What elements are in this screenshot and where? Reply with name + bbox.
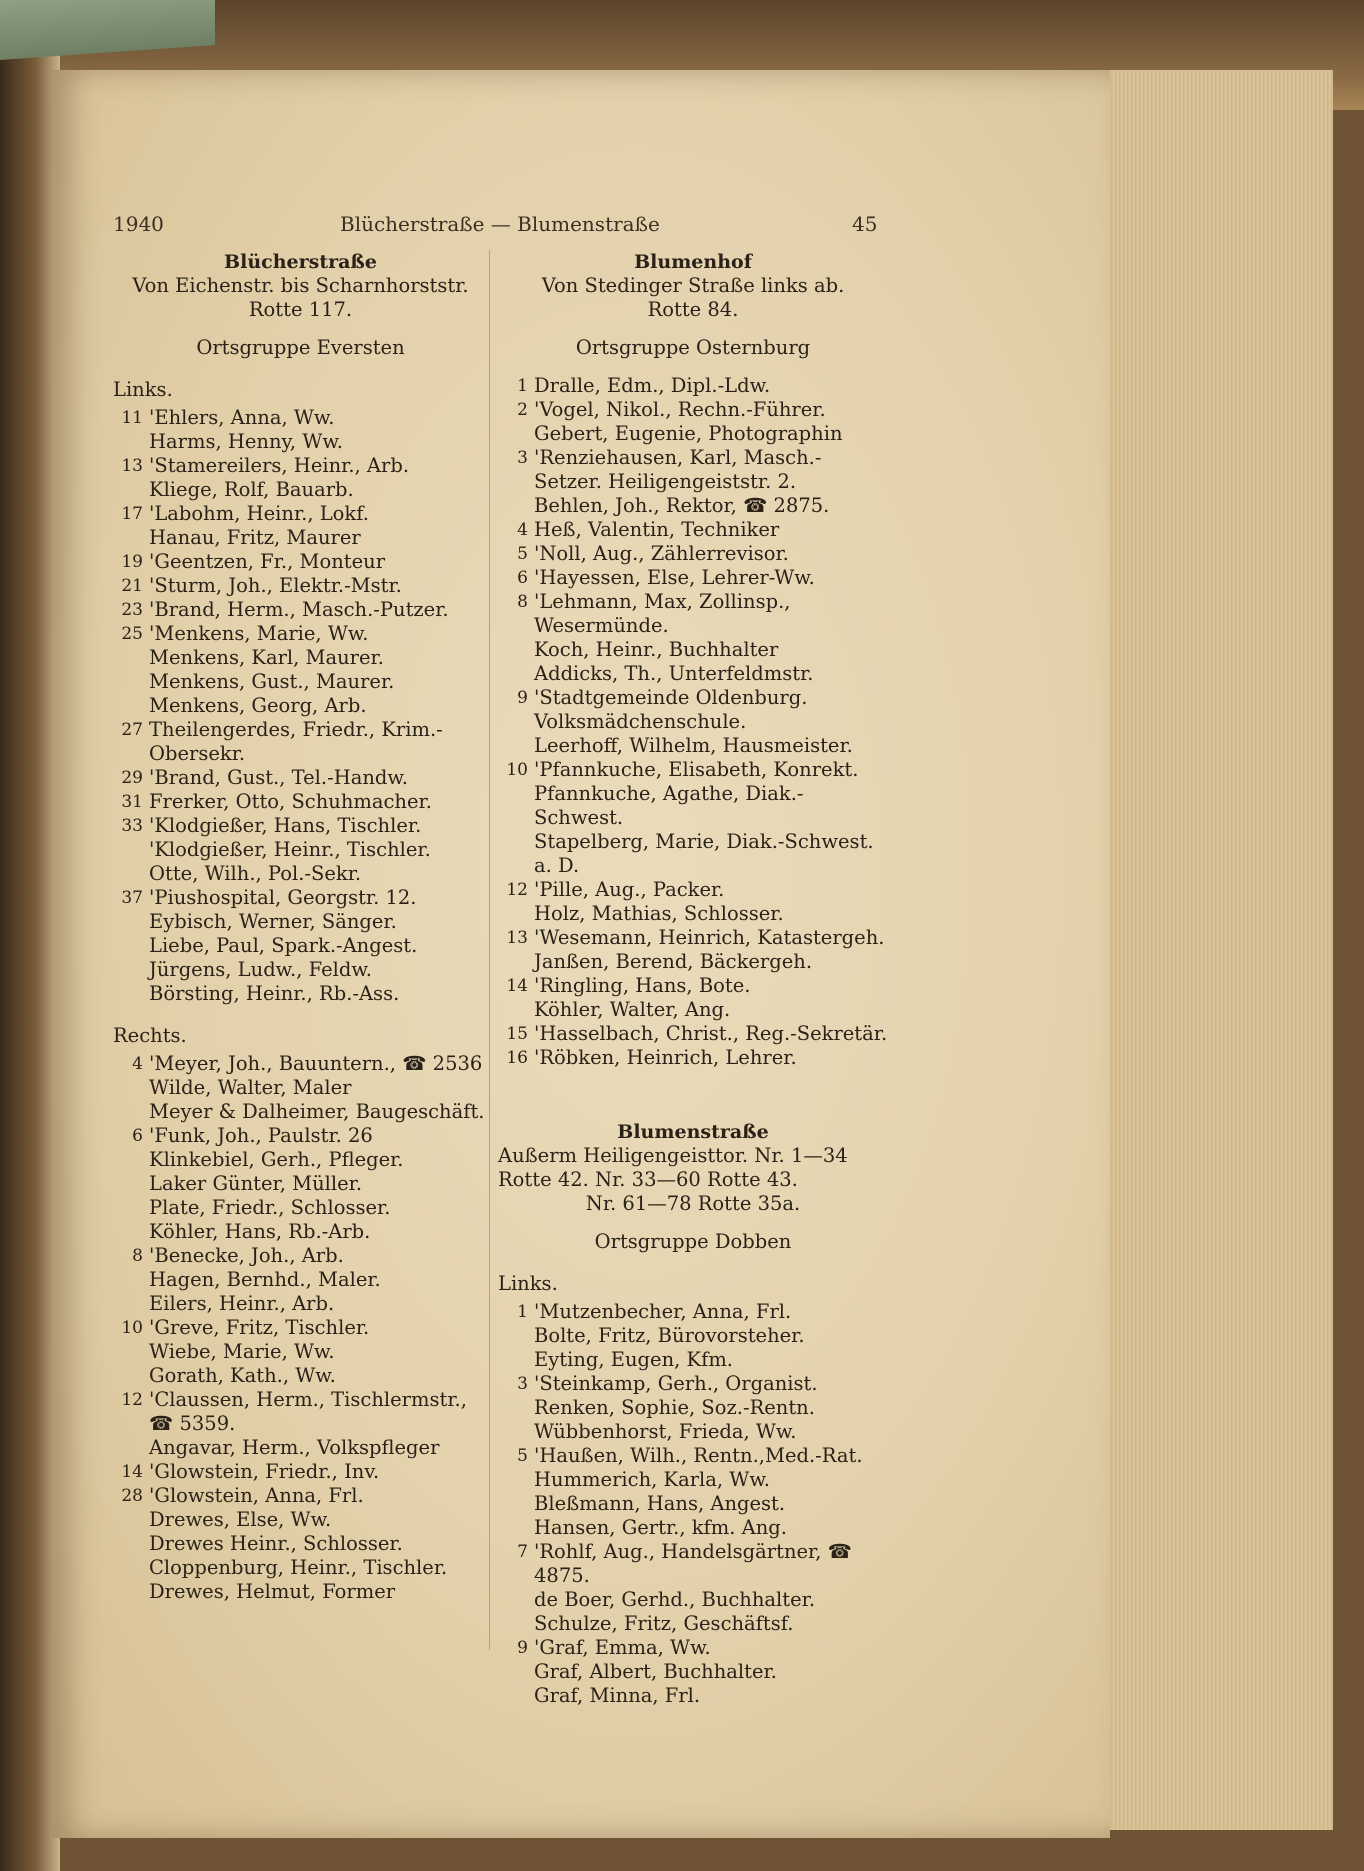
house-number: 2 <box>517 400 528 420</box>
resident-entry: 'Renziehausen, Karl, Masch.-Setzer. Heiligengeiststr. 2. <box>534 446 822 493</box>
resident-entry: Renken, Sophie, Soz.-Rentn. <box>534 1396 815 1419</box>
resident-entry: Menkens, Karl, Maurer. <box>149 646 384 669</box>
house-number: 19 <box>121 552 143 572</box>
house-number <box>498 1468 534 1492</box>
resident-entry: 'Hasselbach, Christ., Reg.-Sekretär. <box>534 1022 888 1045</box>
house-number <box>498 830 534 878</box>
resident-entry: Drewes Heinr., Schlosser. <box>149 1532 403 1555</box>
list-item <box>113 1148 488 1172</box>
house-number <box>113 1292 149 1316</box>
house-number: 12 <box>121 1390 143 1410</box>
street-rotte: Rotte 84. <box>647 298 739 321</box>
house-number <box>498 1324 534 1348</box>
resident-entry: Stapelberg, Marie, Diak.-Schwest. a. D. <box>534 830 874 877</box>
resident-entry: Eyting, Eugen, Kfm. <box>534 1348 734 1371</box>
list-item <box>498 1588 888 1612</box>
resident-entry: Laker Günter, Müller. <box>149 1172 363 1195</box>
street-route: Von Stedinger Straße links ab. <box>541 274 845 297</box>
house-number: 8 <box>517 592 528 612</box>
list-item <box>498 494 888 518</box>
list-item <box>113 502 488 526</box>
resident-entry: 'Stamereilers, Heinr., Arb. <box>149 454 410 477</box>
list-item <box>498 974 888 998</box>
resident-entry: 'Brand, Gust., Tel.-Handw. <box>149 766 408 789</box>
house-number <box>498 1516 534 1540</box>
house-number <box>113 694 149 718</box>
list-item <box>113 430 488 454</box>
house-number <box>498 998 534 1022</box>
list-item <box>498 542 888 566</box>
house-number: 25 <box>121 624 143 644</box>
list-item <box>113 1292 488 1316</box>
book-spine <box>0 40 60 1871</box>
list-item <box>113 1532 488 1556</box>
list-item <box>498 686 888 734</box>
house-number: 33 <box>121 816 143 836</box>
house-number <box>113 982 149 1006</box>
resident-entry: Jürgens, Ludw., Feldw. <box>149 958 372 981</box>
list-item <box>113 790 488 814</box>
running-title: Blücherstraße — Blumenstraße <box>340 212 660 236</box>
resident-entry: Holz, Mathias, Schlosser. <box>534 902 784 925</box>
list-item <box>113 1220 488 1244</box>
list-item <box>113 718 488 766</box>
house-number <box>113 1340 149 1364</box>
house-number <box>498 902 534 926</box>
house-number <box>113 526 149 550</box>
house-number <box>498 1684 534 1708</box>
list-item <box>113 646 488 670</box>
resident-entry: Wilde, Walter, Maler <box>149 1076 352 1099</box>
list-item <box>113 814 488 838</box>
resident-entry: Börsting, Heinr., Rb.-Ass. <box>149 982 400 1005</box>
resident-entry: Eybisch, Werner, Sänger. <box>149 910 397 933</box>
resident-entry: 'Noll, Aug., Zählerrevisor. <box>534 542 789 565</box>
resident-entry: Leerhoff, Wilhelm, Hausmeister. <box>534 734 853 757</box>
house-number: 13 <box>121 456 143 476</box>
list-item <box>498 734 888 758</box>
list-item <box>113 1580 488 1604</box>
house-number: 8 <box>132 1246 143 1266</box>
resident-entry: Theilengerdes, Friedr., Krim.-Obersekr. <box>149 718 443 765</box>
house-number <box>498 734 534 758</box>
side-label-links: Links. <box>113 378 173 401</box>
column-divider <box>489 250 490 1650</box>
list-item <box>498 1022 888 1046</box>
resident-entry: 'Glowstein, Anna, Frl. <box>149 1484 364 1507</box>
list-item <box>113 1244 488 1268</box>
list-item <box>498 1046 888 1070</box>
list-item <box>498 422 888 446</box>
list-item <box>498 1420 888 1444</box>
house-number <box>113 1268 149 1292</box>
list-item <box>498 1396 888 1420</box>
house-number <box>498 950 534 974</box>
left-column <box>113 250 488 1604</box>
resident-entry: Klinkebiel, Gerh., Pfleger. <box>149 1148 404 1171</box>
list-item <box>113 1556 488 1580</box>
list-item <box>498 1372 888 1396</box>
house-number <box>113 1508 149 1532</box>
resident-entry: 'Rohlf, Aug., Handelsgärtner, ☎ 4875. <box>534 1540 852 1587</box>
resident-entry: Drewes, Else, Ww. <box>149 1508 332 1531</box>
resident-entry: Dralle, Edm., Dipl.-Ldw. <box>534 374 771 397</box>
house-number: 5 <box>517 1446 528 1466</box>
street-route: Außerm Heiligengeisttor. Nr. 1—34 Rotte 42. Nr. 33—60 Rotte 43. <box>498 1144 848 1191</box>
house-number: 12 <box>506 880 528 900</box>
resident-entry: 'Greve, Fritz, Tischler. <box>149 1316 370 1339</box>
resident-entry: Bleßmann, Hans, Angest. <box>534 1492 786 1515</box>
house-number <box>498 494 534 518</box>
resident-entry: Cloppenburg, Heinr., Tischler. <box>149 1556 448 1579</box>
resident-entry: 'Ehlers, Anna, Ww. <box>149 406 335 429</box>
house-number <box>113 1148 149 1172</box>
resident-list <box>498 374 888 1070</box>
list-item <box>113 1436 488 1460</box>
list-item <box>113 1124 488 1148</box>
resident-entry: Janßen, Berend, Bäckergeh. <box>534 950 813 973</box>
list-item <box>113 910 488 934</box>
house-number <box>113 430 149 454</box>
list-item <box>498 1444 888 1468</box>
house-number: 9 <box>517 1638 528 1658</box>
resident-entry: Wiebe, Marie, Ww. <box>149 1340 335 1363</box>
house-number <box>113 1556 149 1580</box>
house-number: 10 <box>121 1318 143 1338</box>
list-item <box>498 1348 888 1372</box>
street-title: Blumenstraße <box>617 1121 769 1143</box>
resident-entry: Heß, Valentin, Techniker <box>534 518 780 541</box>
resident-entry: 'Sturm, Joh., Elektr.-Mstr. <box>149 574 402 597</box>
house-number: 3 <box>517 1374 528 1394</box>
list-item <box>113 1100 488 1124</box>
resident-entry: 'Glowstein, Friedr., Inv. <box>149 1460 380 1483</box>
resident-entry: 'Piushospital, Georgstr. 12. <box>149 886 417 909</box>
house-number: 15 <box>506 1024 528 1044</box>
list-item <box>113 1460 488 1484</box>
list-item <box>113 838 488 862</box>
list-item <box>113 862 488 886</box>
resident-entry: 'Lehmann, Max, Zollinsp., Wesermünde. <box>534 590 791 637</box>
house-number <box>113 646 149 670</box>
house-number <box>498 782 534 830</box>
right-column <box>498 250 888 1708</box>
house-number <box>498 662 534 686</box>
list-item <box>113 934 488 958</box>
house-number: 11 <box>121 408 143 428</box>
page-year: 1940 <box>113 212 164 236</box>
resident-entry: Köhler, Walter, Ang. <box>534 998 731 1021</box>
house-number <box>113 478 149 502</box>
list-item <box>498 1684 888 1708</box>
house-number <box>113 670 149 694</box>
resident-entry: Menkens, Gust., Maurer. <box>149 670 395 693</box>
resident-entry: 'Ringling, Hans, Bote. <box>534 974 751 997</box>
resident-entry: 'Brand, Herm., Masch.-Putzer. <box>149 598 449 621</box>
house-number: 16 <box>506 1048 528 1068</box>
ortsgruppe: Ortsgruppe Osternburg <box>575 336 811 359</box>
list-item <box>113 478 488 502</box>
house-number <box>113 1076 149 1100</box>
resident-entry: Frerker, Otto, Schuhmacher. <box>149 790 432 813</box>
resident-entry: 'Menkens, Marie, Ww. <box>149 622 369 645</box>
resident-entry: 'Wesemann, Heinrich, Katastergeh. <box>534 926 885 949</box>
list-item <box>113 982 488 1006</box>
list-item <box>113 1076 488 1100</box>
list-item <box>113 670 488 694</box>
house-number <box>113 1532 149 1556</box>
resident-entry: Hagen, Bernhd., Maler. <box>149 1268 381 1291</box>
resident-entry: Koch, Heinr., Buchhalter <box>534 638 779 661</box>
page-number: 45 <box>852 212 878 236</box>
resident-entry: Drewes, Helmut, Former <box>149 1580 396 1603</box>
list-item <box>113 454 488 478</box>
house-number <box>498 1396 534 1420</box>
resident-entry: 'Klodgießer, Heinr., Tischler. <box>149 838 431 861</box>
house-number: 29 <box>121 768 143 788</box>
house-number: 5 <box>517 544 528 564</box>
list-item <box>498 782 888 830</box>
house-number <box>113 1172 149 1196</box>
list-item <box>113 694 488 718</box>
house-number <box>113 1436 149 1460</box>
list-item <box>113 406 488 430</box>
list-item <box>113 1196 488 1220</box>
resident-entry: Pfannkuche, Agathe, Diak.-Schwest. <box>534 782 804 829</box>
resident-entry: 'Klodgießer, Hans, Tischler. <box>149 814 422 837</box>
list-item <box>113 1268 488 1292</box>
resident-entry: 'Claussen, Herm., Tischlermstr., ☎ 5359. <box>149 1388 467 1435</box>
resident-entry: Menkens, Georg, Arb. <box>149 694 367 717</box>
list-item <box>113 550 488 574</box>
list-item <box>498 1516 888 1540</box>
house-number <box>498 1660 534 1684</box>
list-item <box>498 758 888 782</box>
list-item <box>498 518 888 542</box>
house-number: 27 <box>121 720 143 740</box>
street-title: Blumenhof <box>634 251 752 273</box>
house-number <box>498 1492 534 1516</box>
house-number: 23 <box>121 600 143 620</box>
list-item <box>113 1388 488 1436</box>
resident-entry: Meyer & Dalheimer, Baugeschäft. <box>149 1100 485 1123</box>
list-item <box>498 950 888 974</box>
ortsgruppe: Ortsgruppe Eversten <box>196 336 405 359</box>
resident-entry: 'Labohm, Heinr., Lokf. <box>149 502 369 525</box>
resident-entry: 'Steinkamp, Gerh., Organist. <box>534 1372 818 1395</box>
resident-entry: 'Röbken, Heinrich, Lehrer. <box>534 1046 797 1069</box>
house-number: 7 <box>517 1542 528 1562</box>
street-route: Von Eichenstr. bis Scharnhorststr. <box>132 274 469 297</box>
house-number: 3 <box>517 448 528 468</box>
resident-entry: Hanau, Fritz, Maurer <box>149 526 361 549</box>
resident-list-links <box>498 1300 888 1708</box>
house-number <box>498 1612 534 1636</box>
resident-entry: Köhler, Hans, Rb.-Arb. <box>149 1220 371 1243</box>
house-number <box>113 862 149 886</box>
list-item <box>113 1172 488 1196</box>
resident-entry: 'Pille, Aug., Packer. <box>534 878 725 901</box>
list-item <box>113 1508 488 1532</box>
resident-entry: Graf, Minna, Frl. <box>534 1684 701 1707</box>
list-item <box>498 374 888 398</box>
house-number <box>113 1196 149 1220</box>
list-item <box>498 902 888 926</box>
house-number: 1 <box>517 376 528 396</box>
list-item <box>113 958 488 982</box>
list-item <box>498 998 888 1022</box>
resident-entry: Hummerich, Karla, Ww. <box>534 1468 770 1491</box>
house-number <box>113 958 149 982</box>
list-item <box>498 662 888 686</box>
list-item <box>498 566 888 590</box>
list-item <box>113 1316 488 1340</box>
list-item <box>498 1660 888 1684</box>
house-number: 4 <box>132 1054 143 1074</box>
resident-entry: 'Stadtgemeinde Oldenburg. Volksmädchenschule. <box>534 686 808 733</box>
house-number: 28 <box>121 1486 143 1506</box>
house-number: 1 <box>517 1302 528 1322</box>
house-number <box>498 422 534 446</box>
house-number: 37 <box>121 888 143 908</box>
list-item <box>113 1364 488 1388</box>
list-item <box>113 622 488 646</box>
list-item <box>498 1636 888 1660</box>
house-number: 13 <box>506 928 528 948</box>
list-item <box>113 574 488 598</box>
street-title: Blücherstraße <box>224 251 377 273</box>
house-number <box>498 1420 534 1444</box>
resident-entry: 'Mutzenbecher, Anna, Frl. <box>534 1300 792 1323</box>
resident-entry: Wübbenhorst, Frieda, Ww. <box>534 1420 797 1443</box>
house-number <box>113 838 149 862</box>
resident-entry: 'Benecke, Joh., Arb. <box>149 1244 344 1267</box>
resident-entry: Schulze, Fritz, Geschäftsf. <box>534 1612 794 1635</box>
house-number <box>498 1588 534 1612</box>
resident-entry: 'Graf, Emma, Ww. <box>534 1636 711 1659</box>
resident-entry: Addicks, Th., Unterfeldmstr. <box>534 662 814 685</box>
house-number: 14 <box>506 976 528 996</box>
house-number: 4 <box>517 520 528 540</box>
house-number: 17 <box>121 504 143 524</box>
house-number: 14 <box>121 1462 143 1482</box>
list-item <box>498 590 888 638</box>
resident-entry: Graf, Albert, Buchhalter. <box>534 1660 777 1683</box>
resident-entry: Hansen, Gertr., kfm. Ang. <box>534 1516 787 1539</box>
house-number <box>113 1220 149 1244</box>
list-item <box>498 1324 888 1348</box>
list-item <box>498 1612 888 1636</box>
list-item <box>498 398 888 422</box>
list-item <box>498 1492 888 1516</box>
resident-entry: 'Funk, Joh., Paulstr. 26 <box>149 1124 373 1147</box>
list-item <box>498 1300 888 1324</box>
house-number: 21 <box>121 576 143 596</box>
street-route-2: Nr. 61—78 Rotte 35a. <box>585 1192 801 1215</box>
house-number: 31 <box>121 792 143 812</box>
list-item <box>498 1540 888 1588</box>
list-item <box>113 886 488 910</box>
resident-entry: Kliege, Rolf, Bauarb. <box>149 478 354 501</box>
list-item <box>498 446 888 494</box>
house-number <box>113 1100 149 1124</box>
resident-entry: Liebe, Paul, Spark.-Angest. <box>149 934 418 957</box>
resident-entry: 'Haußen, Wilh., Rentn.,Med.-Rat. <box>534 1444 863 1467</box>
list-item <box>113 766 488 790</box>
street-rotte: Rotte 117. <box>248 298 353 321</box>
side-label-links: Links. <box>498 1272 558 1295</box>
list-item <box>113 526 488 550</box>
house-number <box>498 1348 534 1372</box>
page-stack-edges <box>1095 70 1333 1830</box>
resident-entry: Bolte, Fritz, Bürovorsteher. <box>534 1324 805 1347</box>
resident-entry: 'Pfannkuche, Elisabeth, Konrekt. <box>534 758 859 781</box>
house-number <box>113 910 149 934</box>
resident-entry: Plate, Friedr., Schlosser. <box>149 1196 391 1219</box>
list-item <box>498 830 888 878</box>
resident-entry: de Boer, Gerhd., Buchhalter. <box>534 1588 816 1611</box>
list-item <box>113 1052 488 1076</box>
resident-entry: Gorath, Kath., Ww. <box>149 1364 336 1387</box>
resident-entry: Otte, Wilh., Pol.-Sekr. <box>149 862 362 885</box>
resident-list-rechts <box>113 1052 488 1604</box>
house-number: 9 <box>517 688 528 708</box>
list-item <box>498 1468 888 1492</box>
house-number <box>113 1580 149 1604</box>
resident-list-links <box>113 406 488 1006</box>
list-item <box>113 1340 488 1364</box>
resident-entry: Eilers, Heinr., Arb. <box>149 1292 335 1315</box>
resident-entry: 'Geentzen, Fr., Monteur <box>149 550 386 573</box>
house-number: 6 <box>132 1126 143 1146</box>
ortsgruppe: Ortsgruppe Dobben <box>594 1230 792 1253</box>
house-number <box>113 934 149 958</box>
list-item <box>498 878 888 902</box>
resident-entry: 'Meyer, Joh., Bauuntern., ☎ 2536 <box>149 1052 483 1075</box>
side-label-rechts: Rechts. <box>113 1024 187 1047</box>
house-number <box>498 638 534 662</box>
house-number: 6 <box>517 568 528 588</box>
list-item <box>498 926 888 950</box>
list-item <box>498 638 888 662</box>
resident-entry: Gebert, Eugenie, Photographin <box>534 422 843 445</box>
list-item <box>113 598 488 622</box>
resident-entry: 'Hayessen, Else, Lehrer-Ww. <box>534 566 815 589</box>
list-item <box>113 1484 488 1508</box>
resident-entry: 'Vogel, Nikol., Rechn.-Führer. <box>534 398 826 421</box>
house-number <box>113 1364 149 1388</box>
resident-entry: Angavar, Herm., Volkspfleger <box>149 1436 440 1459</box>
resident-entry: Harms, Henny, Ww. <box>149 430 343 453</box>
resident-entry: Behlen, Joh., Rektor, ☎ 2875. <box>534 494 830 517</box>
house-number: 10 <box>506 760 528 780</box>
